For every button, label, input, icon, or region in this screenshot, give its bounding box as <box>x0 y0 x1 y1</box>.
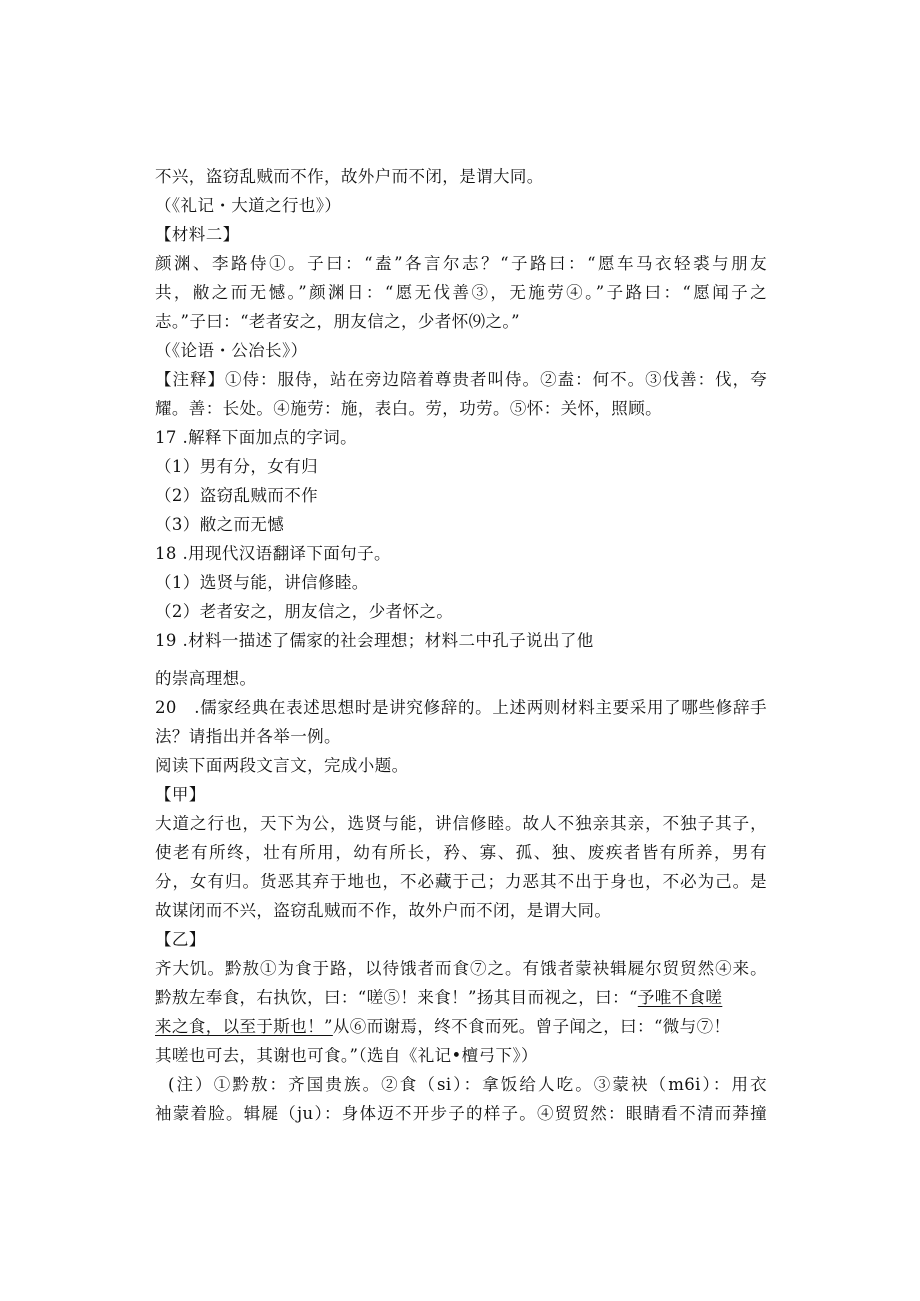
question-item: （3）敝之而无憾 <box>155 515 285 534</box>
underlined-phrase: 来之食，以至于斯也！” <box>155 1017 333 1036</box>
section-heading: 【材料二】 <box>155 225 240 244</box>
text-line: 志。”子曰：“老者安之，朋友信之，少者怀⑼之。” <box>155 312 520 331</box>
text-line: 共，敝之而无憾。”颜渊日：“愿无伐善③，无施劳④。”子路曰：“愿闻子之 <box>155 283 767 302</box>
section-heading: 【甲】 <box>155 785 206 804</box>
text-line: 的崇高理想。 <box>155 669 257 688</box>
underlined-phrase: 予唯不食嗟 <box>637 988 723 1007</box>
passage-line: 大道之行也，天下为公，选贤与能，讲信修睦。故人不独亲其亲，不独子其子， <box>155 814 767 833</box>
passage-line <box>155 1016 767 1038</box>
text-line: 颜渊、李路侍①。子曰：“盍”各言尔志？“子路曰：“愿车马衣轻裘与朋友 <box>155 254 767 273</box>
annotation-line: 袖蒙着脸。辑屣（ju）：身体迈不开步子的样子。④贸贸然：眼睛看不清而莽撞 <box>155 1104 767 1123</box>
annotation-line: 耀。善：长处。④施劳：施，表白。劳，功劳。⑤怀：关怀，照顾。 <box>155 399 662 418</box>
question-18: 18 .用现代汉语翻译下面句子。 <box>155 544 391 563</box>
source-citation: 其嗟也可去，其谢也可食。”（选自《礼记•檀弓下》） <box>155 1046 538 1065</box>
question-item: （2）老者安之，朋友信之，少者怀之。 <box>155 602 454 621</box>
passage-segment: 黔敖左奉食，右执饮，曰：“嗟⑤！来食！”扬其目而视之，曰：“ <box>155 988 638 1007</box>
passage-segment: 从⑥而谢焉，终不食而死。曾子闻之，曰：“微与⑦！ <box>332 1017 731 1036</box>
passage-line <box>155 987 767 1009</box>
passage-line: 故谋闭而不兴，盗窃乱贼而不作，故外户而不闭，是谓大同。 <box>155 901 612 920</box>
question-item: （1）选贤与能，讲信修睦。 <box>155 573 369 592</box>
question-20: 20 .儒家经典在表述思想时是讲究修辞的。上述两则材料主要采用了哪些修辞手 <box>155 698 767 717</box>
question-17: 17 .解释下面加点的字词。 <box>155 428 358 447</box>
instruction-line: 阅读下面两段文言文，完成小题。 <box>155 756 409 775</box>
passage-line: 分，女有归。货恶其弃于地也，不必藏于己；力恶其不出于身也，不必为己。是 <box>155 872 767 891</box>
text-line: 法？请指出并各举一例。 <box>155 727 341 746</box>
question-item: （1）男有分，女有归 <box>155 457 318 476</box>
passage-line: 使老有所终，壮有所用，幼有所长，矜、寡、孤、独、废疾者皆有所养，男有 <box>155 843 767 862</box>
section-heading: 【乙】 <box>155 930 206 949</box>
source-citation: （《礼记・大道之行也》） <box>155 196 342 215</box>
annotation-line: 【注释】①侍：服侍，站在旁边陪着尊贵者叫侍。②盍：何不。③伐善：伐，夸 <box>155 370 767 389</box>
source-citation: （《论语・公冶长》） <box>155 341 308 360</box>
question-item: （2）盗窃乱贼而不作 <box>155 486 318 505</box>
text-line: 不兴，盗窃乱贼而不作，故外户而不闭，是谓大同。 <box>155 167 544 186</box>
annotation-line: (注）①黔敖：齐国贵族。②食（si）：拿饭给人吃。③蒙袂（m6i）：用衣 <box>168 1075 767 1094</box>
passage-line: 齐大饥。黔敖①为食于路，以待饿者而食⑦之。有饿者蒙袂辑屣尔贸贸然④来。 <box>155 959 767 978</box>
question-19: 19 .材料一描述了儒家的社会理想；材料二中孔子说出了他 <box>155 631 594 650</box>
